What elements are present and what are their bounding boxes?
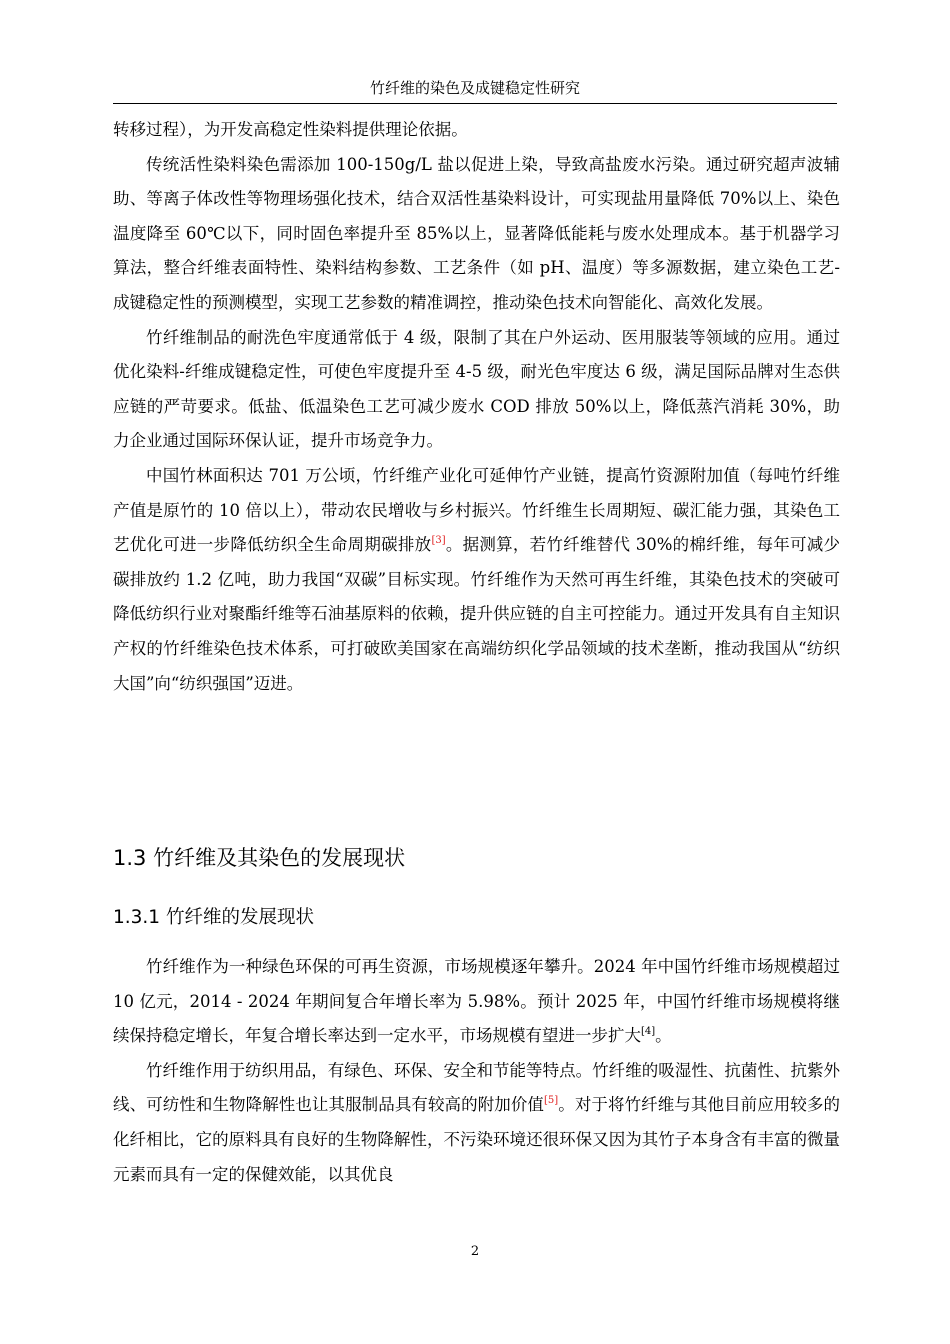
citation-5[interactable]: [5]	[544, 1095, 559, 1107]
paragraph-text: 。据测算，若竹纤维替代 30%的棉纤维，每年可减少碳排放约 1.2 亿吨，助力我国“双碳”目标实现。竹纤维作为天然可再生纤维，其染色技术的突破可降低纺织行业对聚酯纤维等石油基原料的依赖，提升供应链的自主可控能力。通过开发具有自主知识产权的竹纤维染色技术体系，可打破欧美国家在高端纺织化学品领域的技术垄断，推动我国从“纺织大国”向“纺织强国”迈进。	[113, 535, 841, 693]
body-section-intro	[113, 113, 840, 701]
paragraph-textile-use	[113, 1054, 840, 1192]
paragraph-salt-reduction: 传统活性染料染色需添加 100-150g/L 盐以促进上染，导致高盐废水污染。通过研究超声波辅助、等离子体改性等物理场强化技术，结合双活性基染料设计，可实现盐用量降低 70%以上、染色温度降至 60℃以下，同时固色率提升至 85%以上，显著降低能耗与废水处理成本。基于机器学习算法，整合纤维表面特性、染料结构参数、工艺条件（如 pH、温度）等多源数据，建立染色工艺-成键稳定性的预测模型，实现工艺参数的精准调控，推动染色技术向智能化、高效化发展。	[113, 154, 840, 312]
section-heading: 1.3 竹纤维及其染色的发展现状	[113, 846, 406, 870]
paragraph-bamboo-industry	[113, 459, 840, 701]
running-header: 竹纤维的染色及成键稳定性研究	[369, 79, 580, 97]
paragraph-text: 竹纤维作用于纺织用品，有绿色、环保、安全和节能等特点。竹纤维的吸湿性、抗菌性、抗紫外线、可纺性和生物降解性也让其服制品具有较高的附加价值	[113, 1060, 840, 1115]
citation-3[interactable]: [3]	[431, 535, 446, 547]
citation-4[interactable]: [4]	[641, 1026, 656, 1038]
paragraph-text: 中国竹林面积达 701 万公顷，竹纤维产业化可延伸竹产业链，提高竹资源附加值（每吨竹纤维产值是原竹的 10 倍以上），带动农民增收与乡村振兴。竹纤维生长周期短、碳汇能力强，其染色工艺优化可进一步降低纺织全生命周期碳排放	[113, 465, 840, 555]
header-rule	[113, 103, 837, 104]
paragraph-market-scale	[113, 950, 840, 1054]
subsection-heading: 1.3.1 竹纤维的发展现状	[113, 907, 314, 928]
page-number: 2	[470, 1244, 480, 1259]
body-section-development	[113, 950, 840, 1192]
paragraph-text: 。对于将竹纤维与其他目前应用较多的化纤相比，它的原料具有良好的生物降解性，不污染环境还很环保又因为其竹子本身含有丰富的微量元素而具有一定的保健效能，以其优良	[113, 1095, 841, 1184]
paragraph-text: 。	[655, 1026, 672, 1046]
paragraph-text: 竹纤维作为一种绿色环保的可再生资源，市场规模逐年攀升。2024 年中国竹纤维市场规模超过 10 亿元，2014 - 2024 年期间复合年增长率为 5.98%。预计 2025 年，中国竹纤维市场规模将继续保持稳定增长，年复合增长率达到一定水平，市场规模有望进一步扩大	[113, 957, 840, 1046]
paragraph-color-fastness: 竹纤维制品的耐洗色牢度通常低于 4 级，限制了其在户外运动、医用服装等领域的应用。通过优化染料-纤维成键稳定性，可使色牢度提升至 4-5 级，耐光色牢度达 6 级，满足国际品牌对生态供应链的严苛要求。低盐、低温染色工艺可减少废水 COD 排放 50%以上，降低蒸汽消耗 30%，助力企业通过国际环保认证，提升市场竞争力。	[113, 327, 840, 451]
paragraph-continuation: 转移过程），为开发高稳定性染料提供理论依据。	[113, 120, 468, 139]
